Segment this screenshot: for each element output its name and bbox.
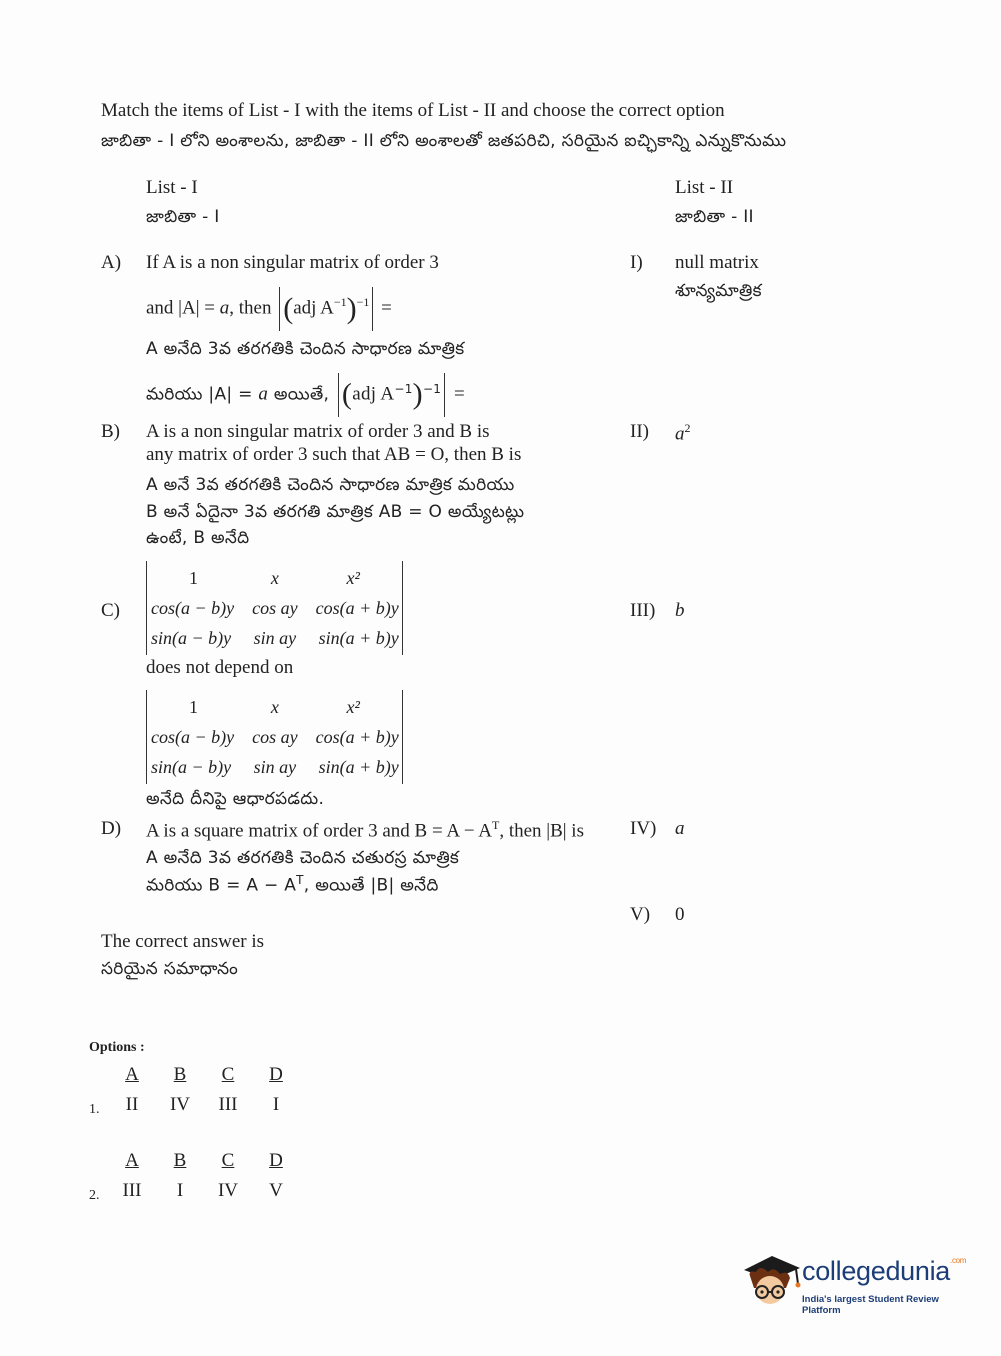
item-b-te1: A అనే 3వ తరగతికి చెందిన సాధారణ మాత్రిక మరియు — [146, 475, 515, 495]
option-2-number: 2. — [89, 1188, 100, 1203]
item-b-line1: A is a non singular matrix of order 3 and B is — [146, 421, 490, 442]
instruction-te: జాబితా - I లోని అంశాలను, జాబితా - II లోని అంశాలతో జతపరిచి, సరియైన ఐచ్ఛికాన్ని ఎన్నుకొనుము — [101, 131, 787, 151]
list2-item-5-label: V) — [630, 904, 651, 925]
list2-item-3-label: III) — [630, 600, 656, 621]
instruction-en: Match the items of List - I with the items of List - II and choose the correct option — [101, 100, 725, 121]
logo-wordmark: collegedunia$^{.com}$ — [802, 1256, 967, 1286]
item-a-te1: A అనేది 3వ తరగతికి చెందిన సాధారణ మాత్రిక — [146, 339, 465, 359]
item-a-line1: If A is a non singular matrix of order 3 — [146, 252, 439, 273]
item-b-label: B) — [101, 421, 120, 442]
item-d-te2: మరియు $B = A - A^T$, అయితే |B| అనేది — [146, 873, 439, 896]
option-1-number: 1. — [89, 1102, 100, 1117]
item-b-line2: any matrix of order 3 such that AB = O, then B is — [146, 444, 522, 465]
item-a-label: A) — [101, 252, 122, 273]
list2-item-5: 0 — [675, 904, 685, 925]
list2-header: List - II — [675, 177, 734, 198]
answer-prompt: The correct answer is — [101, 931, 265, 952]
item-d-te1: A అనేది 3వ తరగతికి చెందిన చతురస్ర మాత్రిక — [146, 848, 460, 868]
item-a-formula: and |A| = a, then (adj $A^{-1})^{-1}$ = — [146, 278, 392, 333]
options-label: Options : — [89, 1040, 145, 1055]
list2-item-3: b — [675, 600, 685, 621]
answer-prompt-te: సరియైన సమాధానం — [101, 959, 238, 979]
mascot-icon — [740, 1248, 802, 1310]
list2-item-2-label: II) — [630, 421, 649, 442]
list1-header-te: జాబితా - I — [146, 207, 220, 227]
item-d-line1: A is a square matrix of order 3 and $B = A - A^T$, then |B| is — [146, 818, 584, 842]
list1-header: List - I — [146, 177, 198, 198]
list2-item-2: $a^2$ — [675, 421, 691, 445]
item-c-te1: అనేది దీనిపై ఆధారపడదు. — [146, 789, 325, 809]
item-b-te2: B అనే ఏదైనా 3వ తరగతి మాత్రిక AB = O అయ్యేటట్లు — [146, 502, 525, 522]
item-c-determinant-te: 1 x x² cos(a − b)y cos ay cos(a + b)y sin(a − b)y sin ay sin(a + b)y — [146, 690, 403, 784]
list2-item-4-label: IV) — [630, 818, 657, 839]
collegedunia-logo — [740, 1248, 970, 1316]
item-a-te2: మరియు |A| = a అయితే, (adj $A^{-1})^{-1}$ = — [146, 365, 465, 419]
item-c-line1: does not depend on — [146, 657, 294, 678]
option-2[interactable]: A B C D III I IV V — [122, 1150, 283, 1201]
list2-item-4: a — [675, 818, 685, 839]
list2-item-1-label: I) — [630, 252, 643, 273]
list2-item-1: null matrix — [675, 252, 759, 273]
list2-header-te: జాబితా - II — [675, 207, 754, 227]
option-1[interactable]: A B C D II IV III I — [125, 1064, 283, 1115]
item-c-label: C) — [101, 600, 120, 621]
item-b-te3: ఉంటే, B అనేది — [146, 528, 250, 548]
item-d-label: D) — [101, 818, 122, 839]
list2-item-1-te: శూన్యమాత్రిక — [675, 281, 762, 301]
item-c-determinant: 1 x x² cos(a − b)y cos ay cos(a + b)y sin(a − b)y sin ay sin(a + b)y — [146, 561, 403, 655]
logo-tagline: India's largest Student Review Platform — [802, 1294, 939, 1316]
